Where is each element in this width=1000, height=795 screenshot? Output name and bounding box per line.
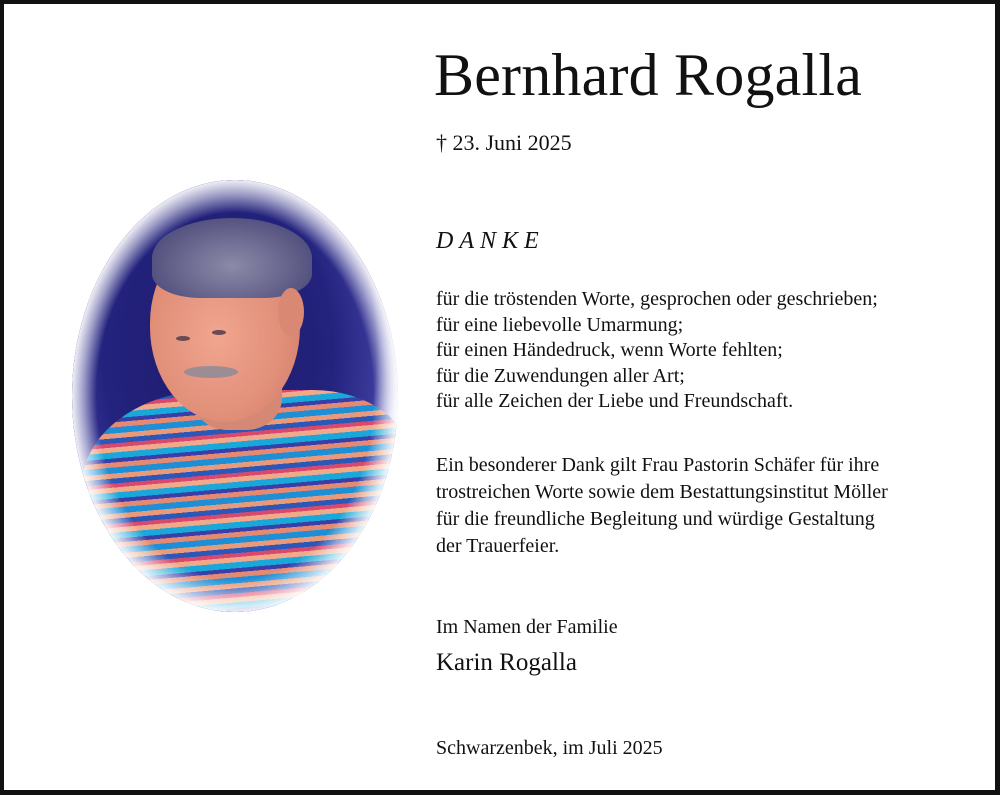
special-thanks-line: der Trauerfeier. (436, 535, 560, 557)
thanks-line: für die Zuwendungen aller Art; (436, 364, 685, 387)
thanks-list (436, 287, 878, 415)
special-thanks-paragraph (436, 452, 888, 560)
thanks-line: für einen Händedruck, wenn Worte fehlten; (436, 339, 783, 361)
thanks-line: für eine liebevolle Umarmung; (436, 313, 684, 336)
danke-heading: DANKE (436, 228, 545, 254)
family-label: Im Namen der Familie (436, 616, 618, 638)
portrait-photo (72, 180, 398, 612)
thanks-line: für alle Zeichen der Liebe und Freundschaft. (436, 390, 794, 412)
death-date: † 23. Juni 2025 (436, 130, 572, 155)
special-thanks-line: Ein besonderer Dank gilt Frau Pastorin Schäfer für ihre (436, 454, 880, 476)
deceased-name: Bernhard Rogalla (434, 42, 863, 108)
place-date: Schwarzenbek, im Juli 2025 (436, 737, 663, 759)
thanks-line: für die tröstenden Worte, gesprochen oder geschrieben; (436, 288, 878, 310)
signer-name: Karin Rogalla (436, 649, 577, 676)
special-thanks-line: für die freundliche Begleitung und würdige Gestaltung (436, 508, 875, 530)
special-thanks-line: trostreichen Worte sowie dem Bestattungsinstitut Möller (436, 481, 888, 503)
portrait-vignette (72, 180, 398, 612)
